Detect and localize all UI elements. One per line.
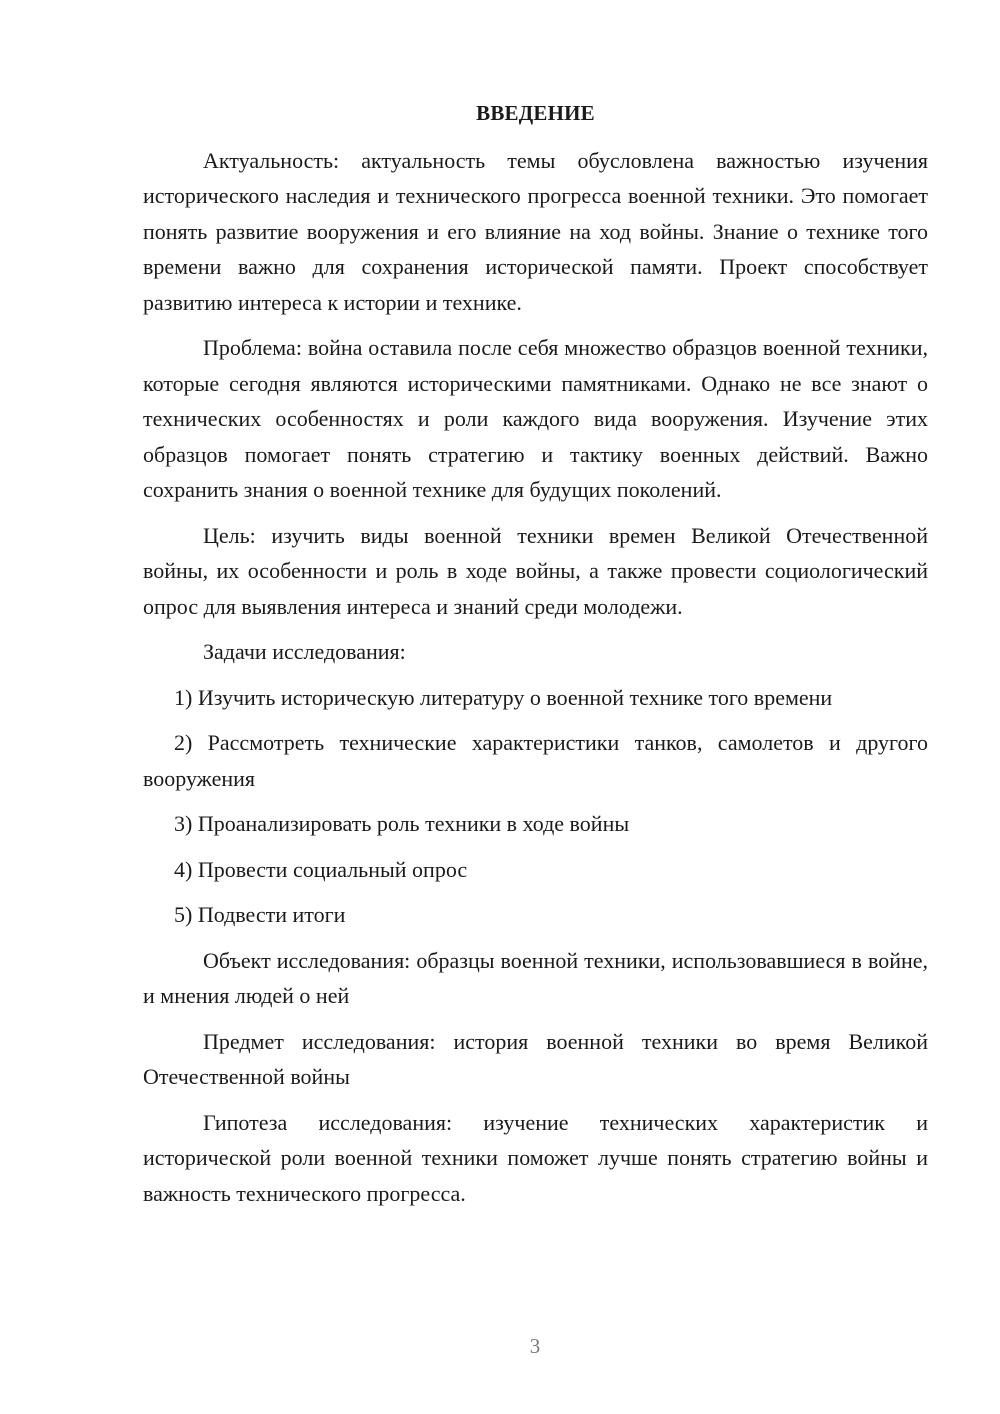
document-page xyxy=(143,96,928,1221)
paragraph-object: Объект исследования: образцы военной техники, использовавшиеся в войне, и мнения людей о ней xyxy=(143,947,928,1008)
paragraph-relevance: Актуальность: актуальность темы обусловлена важностью изучения исторического наследия и технического прогресса военной техники. Это помогает понять развитие вооружения и его влияние на ход войны. Знание о технике того времени важно для сохранения исторической памяти. Проект способствует развитию интереса к истории и технике. xyxy=(143,147,928,315)
paragraph-tasks-heading: Задачи исследования: xyxy=(203,639,406,664)
paragraph-goal: Цель: изучить виды военной техники времен Великой Отечественной войны, их особенности и роль в ходе войны, а также провести социологический опрос для выявления интереса и знаний среди молодежи. xyxy=(143,522,928,619)
page-number: 3 xyxy=(529,1334,541,1358)
task-item: 2) Рассмотреть технические характеристики танков, самолетов и другого вооружения xyxy=(143,730,928,791)
paragraph-problem: Проблема: война оставила после себя множество образцов военной техники, которые сегодня являются историческими памятниками. Однако не все знают о технических особенностях и роли каждого вида вооружения. Изучение этих образцов помогает понять стратегию и тактику военных действий. Важно сохранить знания о военной технике для будущих поколений. xyxy=(143,335,928,502)
task-item: 1) Изучить историческую литературу о военной технике того времени xyxy=(174,684,833,710)
paragraph-hypothesis: Гипотеза исследования: изучение технических характеристик и исторической роли военной техники поможет лучше понять стратегию войны и важность технического прогресса. xyxy=(143,1109,928,1206)
task-item: 3) Проанализировать роль техники в ходе войны xyxy=(174,811,630,836)
paragraph-subject: Предмет исследования: история военной техники во время Великой Отечественной войны xyxy=(143,1028,928,1089)
task-item: 5) Подвести итоги xyxy=(174,902,346,927)
section-title: ВВЕДЕНИЕ xyxy=(476,101,595,125)
task-item: 4) Провести социальный опрос xyxy=(174,856,468,882)
